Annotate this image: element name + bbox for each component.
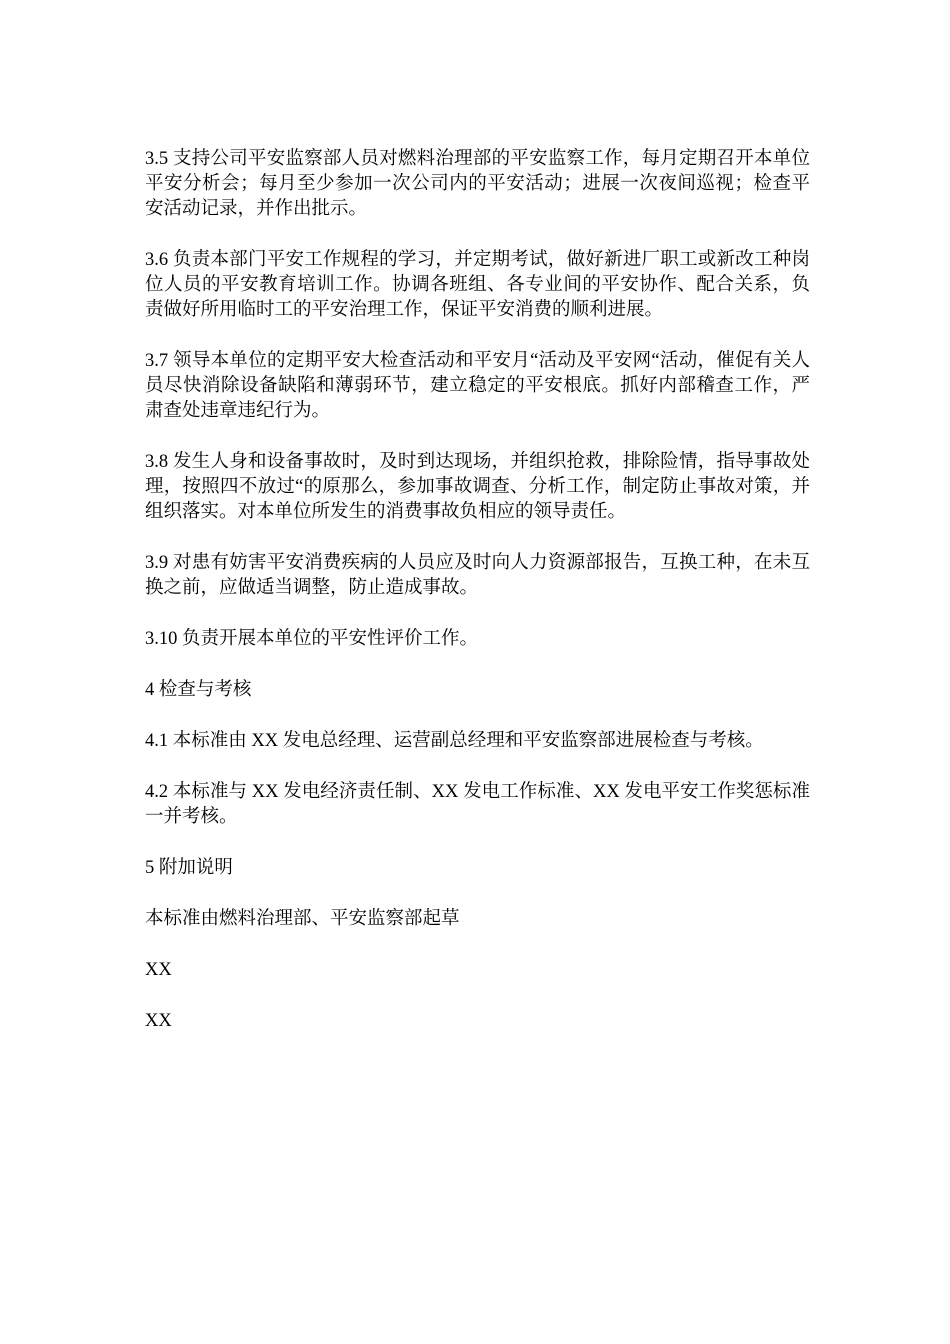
clause-4-1: 4.1 本标准由 XX 发电总经理、运营副总经理和平安监察部进展检查与考核。 (145, 731, 764, 751)
document-page (145, 147, 810, 1034)
section-4-heading: 4 检查与考核 (145, 680, 252, 700)
clause-4-2: 4.2 本标准与 XX 发电经济责任制、XX 发电工作标准、XX 发电平安工作奖惩标准一并考核。 (145, 782, 810, 827)
drafting-note: 本标准由燃料治理部、平安监察部起草 (145, 909, 460, 929)
clause-3-8: 3.8 发生人身和设备事故时，及时到达现场，并组织抢救，排除险情，指导事故处理，按照四不放过“的原那么，参加事故调查、分析工作，制定防止事故对策，并组织落实。对本单位所发生的消费事故负相应的领导责任。 (145, 452, 810, 522)
clause-3-9: 3.9 对患有妨害平安消费疾病的人员应及时向人力资源部报告，互换工种，在未互换之前，应做适当调整，防止造成事故。 (145, 553, 810, 598)
clause-3-5: 3.5 支持公司平安监察部人员对燃料治理部的平安监察工作，每月定期召开本单位平安分析会；每月至少参加一次公司内的平安活动；进展一次夜间巡视；检查平安活动记录，并作出批示。 (145, 149, 810, 219)
signature-line-1: XX (145, 960, 172, 980)
section-5-heading: 5 附加说明 (145, 858, 233, 878)
clause-3-6: 3.6 负责本部门平安工作规程的学习，并定期考试，做好新进厂职工或新改工种岗位人员的平安教育培训工作。协调各班组、各专业间的平安协作、配合关系，负责做好所用临时工的平安治理工作，保证平安消费的顺利进展。 (145, 250, 810, 320)
signature-line-2: XX (145, 1011, 172, 1031)
clause-3-7: 3.7 领导本单位的定期平安大检查活动和平安月“活动及平安网“活动，催促有关人员尽快消除设备缺陷和薄弱环节，建立稳定的平安根底。抓好内部稽查工作，严肃查处违章违纪行为。 (145, 351, 810, 421)
clause-3-10: 3.10 负责开展本单位的平安性评价工作。 (145, 629, 479, 649)
